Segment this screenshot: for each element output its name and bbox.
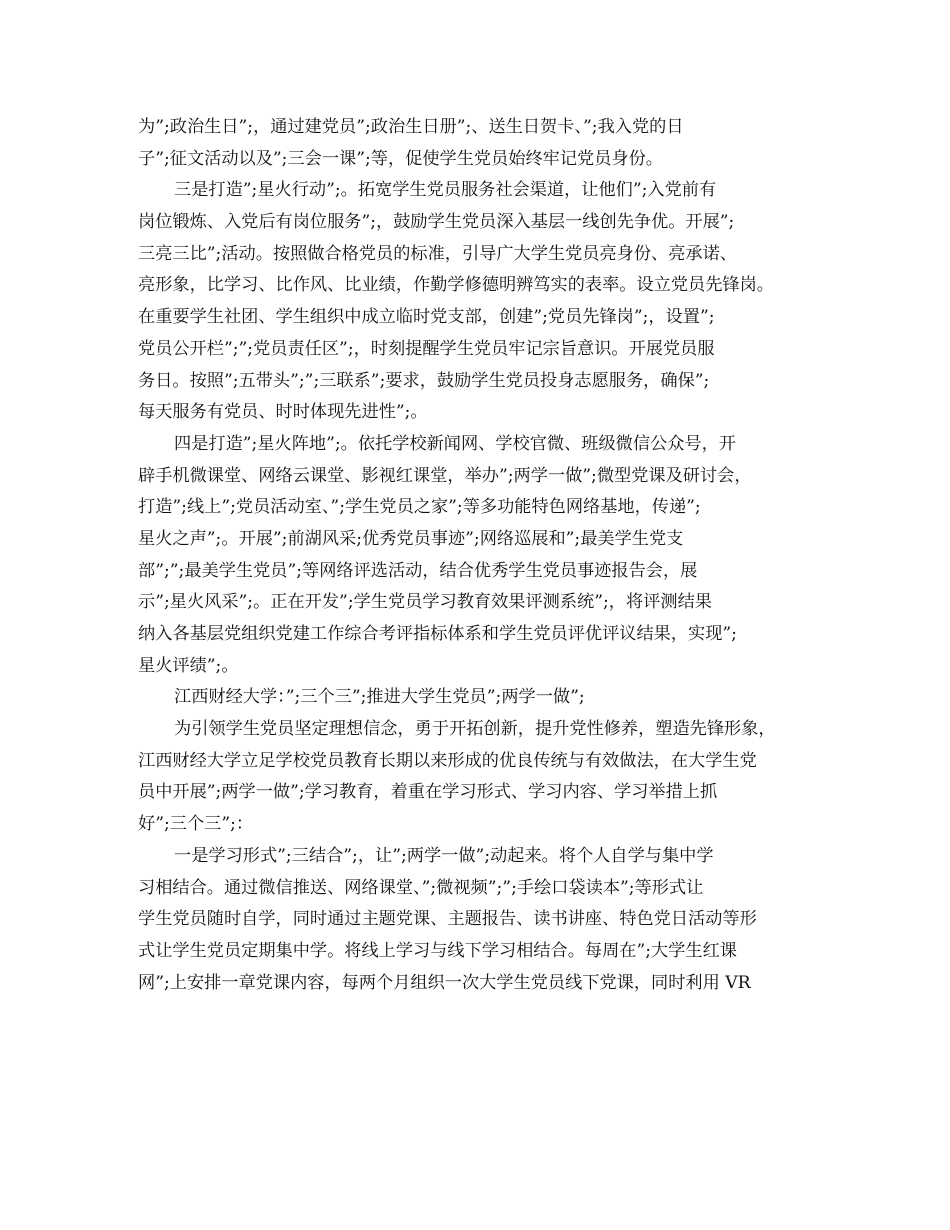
text-line: 党员公开栏”;”;党员责任区”;，时刻提醒学生党员牢记宗旨意识。开展党员服 (138, 338, 715, 359)
text-line: 三是打造”;星火行动”;。拓宽学生党员服务社会渠道，让他们”;入党前有 (174, 180, 717, 201)
text-line: 一是学习形式”;三结合”;，让”;两学一做”;动起来。将个人自学与集中学 (174, 845, 714, 866)
text-line: 岗位锻炼、入党后有岗位服务”;，鼓励学生党员深入基层一线创先争优。开展”; (138, 212, 735, 233)
text-line: 网”;上安排一章党课内容，每两个月组织一次大学生党员线下党课，同时利用 VR (138, 972, 751, 993)
text-line: 为”;政治生日”;，通过建党员”;政治生日册”;、送生日贺卡、”;我入党的日 (138, 117, 684, 137)
text-line: 江西财经大学立足学校党员教育长期以来形成的优良传统与有效做法，在大学生党 (138, 750, 757, 771)
text-line: 星火之声”;。开展”;前湖风采;优秀党员事迹”;网络巡展和”;最美学生党支 (138, 528, 684, 549)
text-line: 辟手机微课堂、网络云课堂、影视红课堂，举办”;两学一做”;微型党课及研讨会， (138, 465, 752, 486)
text-line: 四是打造”;星火阵地”;。依托学校新闻网、学校官微、班级微信公众号，开 (174, 433, 736, 454)
text-line: 为引领学生党员坚定理想信念，勇于开拓创新，提升党性修养，塑造先锋形象， (174, 719, 776, 740)
text-line: 务日。按照”;五带头”;”;三联系”;要求，鼓励学生党员投身志愿服务，确保”; (138, 370, 710, 391)
text-line: 纳入各基层党组织党建工作综合考评指标体系和学生党员评优评议结果，实现”; (138, 624, 737, 644)
text-line: 好”;三个三”;： (138, 814, 254, 835)
text-line: 三亮三比”;活动。按照做合格党员的标准，引导广大学生党员亮身份、亮承诺、 (138, 243, 737, 264)
text-line: 江西财经大学：”;三个三”;推进大学生党员”;两学一做”; (174, 687, 585, 708)
text-line: 习相结合。通过微信推送、网络课堂、”;微视频”;”;手绘口袋读本”;等形式让 (138, 877, 704, 898)
text-line: 打造”;线上”;党员活动室、”;学生党员之家”;等多功能特色网络基地，传递”; (138, 497, 701, 518)
text-line: 每天服务有党员、时时体现先进性”;。 (138, 402, 428, 423)
text-line: 员中开展”;两学一做”;学习教育，着重在学习形式、学习内容、学习举措上抓 (138, 782, 718, 803)
document-body (138, 112, 828, 999)
text-line: 学生党员随时自学，同时通过主题党课、主题报告、读书讲座、特色党日活动等形 (138, 909, 757, 930)
text-line: 式让学生党员定期集中学。将线上学习与线下学习相结合。每周在”;大学生红课 (138, 940, 737, 961)
text-line: 子”;征文活动以及”;三会一课”;等，促使学生党员始终牢记党员身份。 (138, 148, 663, 169)
text-line: 在重要学生社团、学生组织中成立临时党支部，创建”;党员先锋岗”;，设置”; (138, 307, 715, 328)
text-line: 部”;”;最美学生党员”;等网络评选活动，结合优秀学生党员事迹报告会，展 (138, 560, 698, 581)
text-line: 亮形象，比学习、比作风、比业绩，作勤学修德明辨笃实的表率。设立党员先锋岗。 (138, 275, 774, 296)
text-line: 星火评绩”;。 (138, 655, 239, 676)
text-line: 示”;星火风采”;。正在开发”;学生党员学习教育效果评测系统”;，将评测结果 (138, 592, 712, 613)
